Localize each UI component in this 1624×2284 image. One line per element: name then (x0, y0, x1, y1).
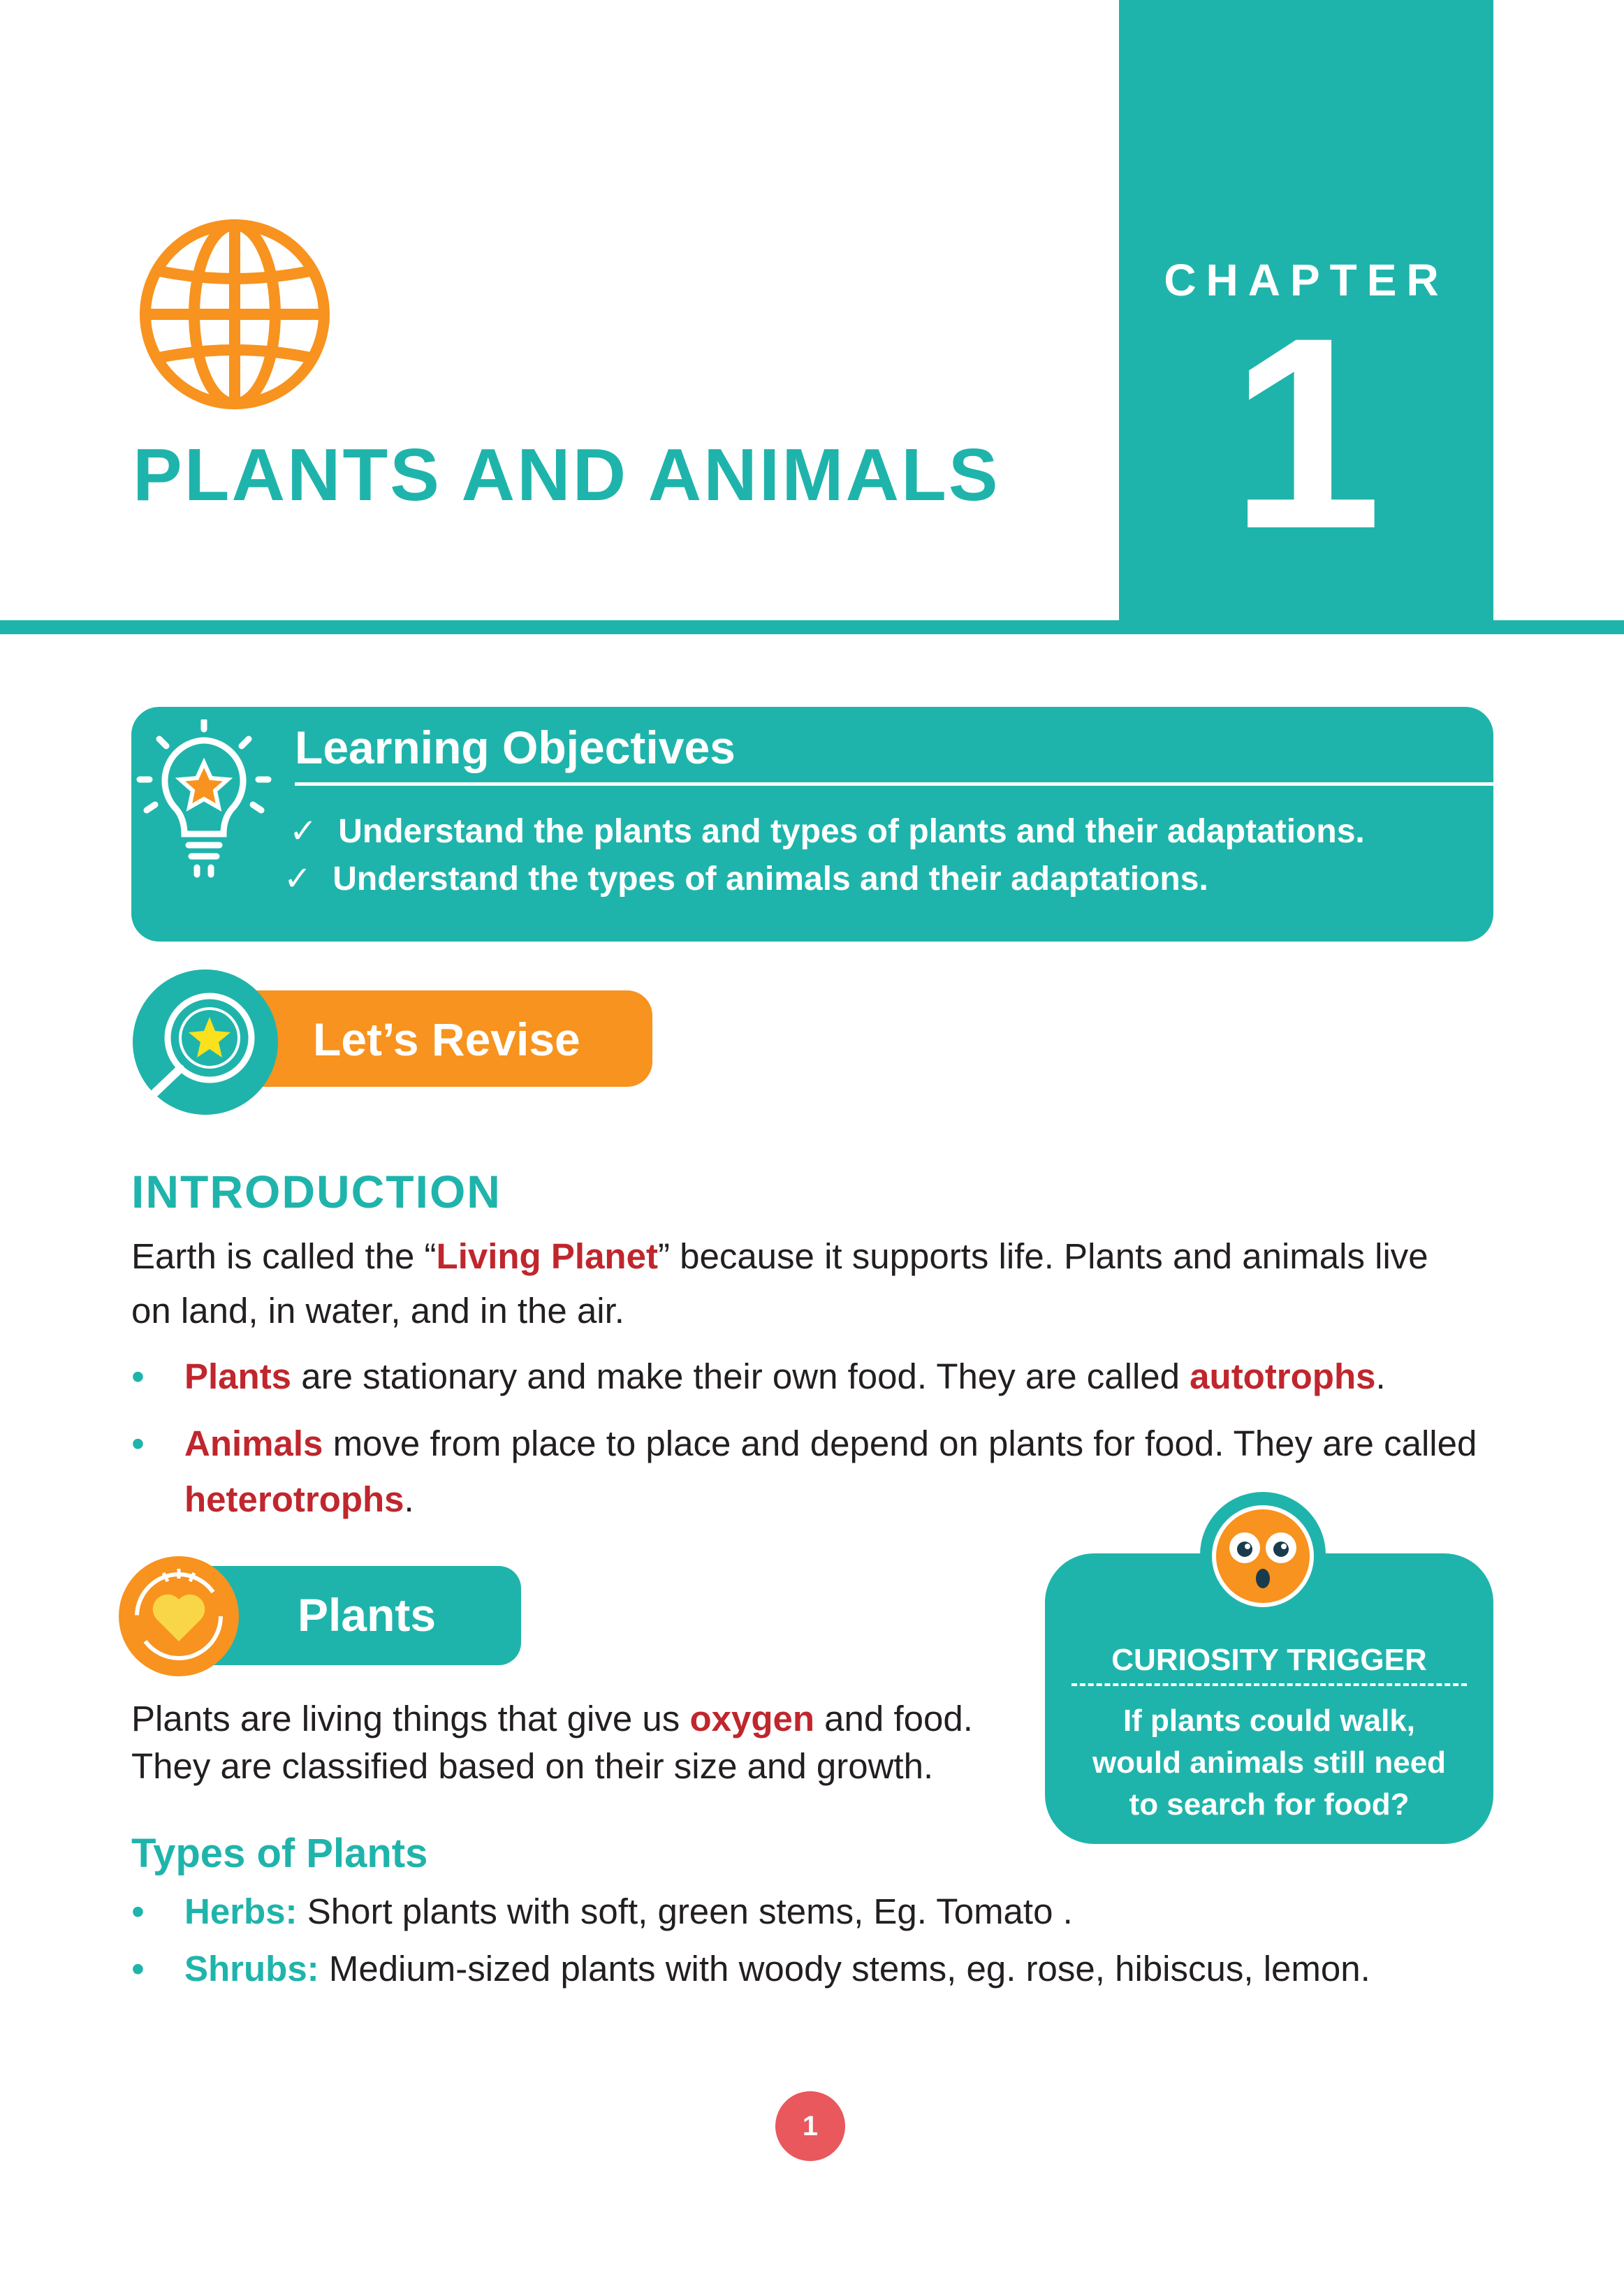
list-item: • Plants are stationary and make their own food. They are called autotrophs. (131, 1356, 1386, 1398)
list-item: • Herbs: Short plants with soft, green stems, Eg. Tomato . (131, 1891, 1073, 1933)
check-icon: ✓ (289, 813, 318, 850)
bullet-icon: • (131, 1948, 145, 1990)
introduction-heading: INTRODUCTION (131, 1166, 502, 1217)
lightbulb-star-icon (134, 719, 274, 880)
bullet-icon: • (131, 1356, 145, 1398)
curiosity-question: If plants could walk, would animals still need to search for food? (1092, 1704, 1447, 1822)
objective-item: ✓ Understand the types of animals and their adaptations. (284, 861, 1208, 898)
curiosity-divider (1071, 1683, 1467, 1686)
list-item: • Shrubs: Medium-sized plants with woody stems, eg. rose, hibiscus, lemon. (131, 1948, 1370, 1990)
surprised-face-icon (1200, 1492, 1326, 1618)
bullet-icon: • (131, 1423, 145, 1465)
chapter-title: PLANTS AND ANIMALS (133, 434, 1000, 516)
bullet-icon: • (131, 1891, 145, 1933)
header-divider (0, 620, 1624, 634)
star-magnifier-icon (131, 968, 279, 1116)
curiosity-trigger-title: CURIOSITY TRIGGER (1111, 1643, 1427, 1677)
heart-icon (117, 1555, 240, 1678)
objectives-divider (295, 782, 1493, 786)
page-number: 1 (775, 2091, 845, 2161)
introduction-paragraph: Earth is called the “Living Planet” because it supports life. Plants and animals live on land, in water, and in the air. (131, 1236, 1428, 1331)
plants-paragraph: Plants are living things that give us oxygen and food. They are classified based on their size and growth. (131, 1699, 973, 1786)
chapter-label: CHAPTER (1164, 255, 1449, 305)
plants-label: Plants (298, 1589, 437, 1641)
objective-item: ✓ Understand the plants and types of plants and their adaptations. (289, 813, 1365, 850)
check-icon: ✓ (284, 861, 312, 898)
learning-objectives-heading: Learning Objectives (295, 722, 736, 773)
lets-revise-label: Let’s Revise (313, 1013, 580, 1065)
list-item: • Animals move from place to place and depend on plants for food. They are called heterotrophs. (131, 1423, 1477, 1519)
chapter-number: 1 (1230, 281, 1382, 585)
globe-icon (137, 217, 332, 412)
types-of-plants-heading: Types of Plants (131, 1831, 428, 1876)
